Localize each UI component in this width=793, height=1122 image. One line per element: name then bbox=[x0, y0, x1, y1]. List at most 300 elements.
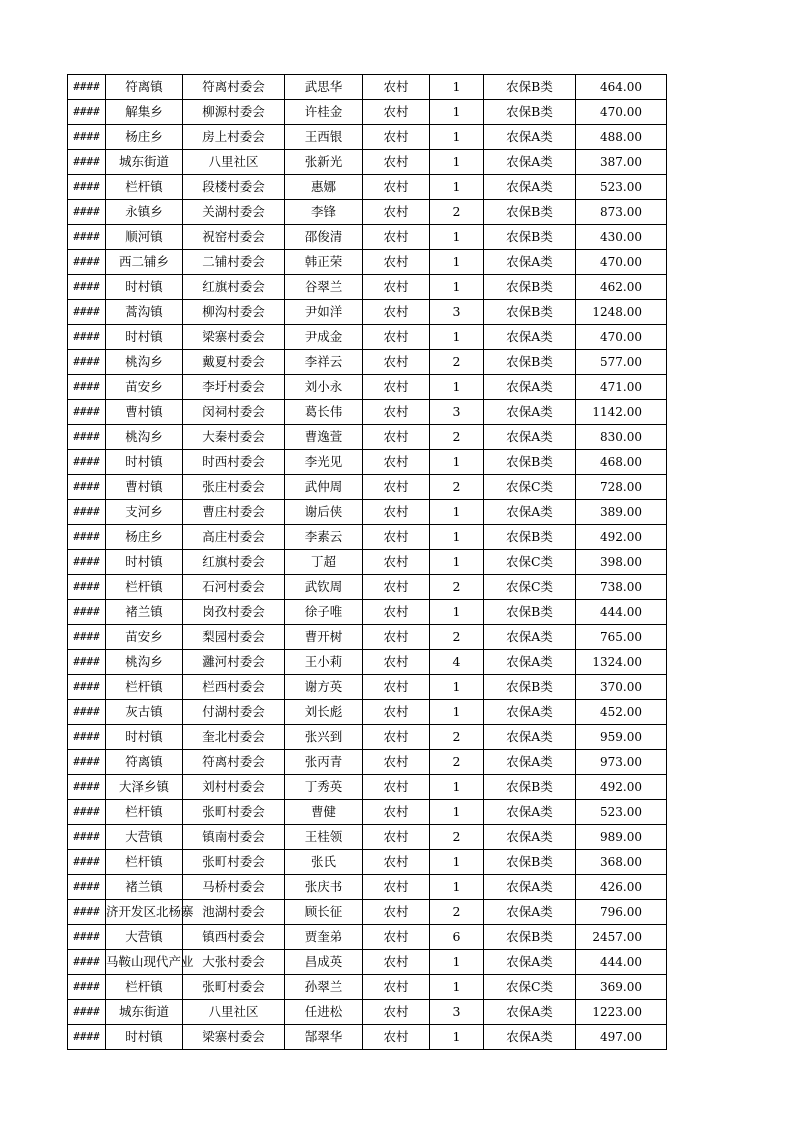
household-count-cell: 1 bbox=[430, 950, 484, 975]
amount-cell: 430.00 bbox=[576, 225, 667, 250]
insurance-category-cell: 农保C类 bbox=[484, 975, 576, 1000]
household-count-cell: 1 bbox=[430, 150, 484, 175]
area-type-cell: 农村 bbox=[363, 75, 430, 100]
household-count-cell: 1 bbox=[430, 975, 484, 1000]
row-id-cell: #### bbox=[68, 200, 106, 225]
household-count-cell: 6 bbox=[430, 925, 484, 950]
village-cell: 张庄村委会 bbox=[183, 475, 285, 500]
amount-cell: 738.00 bbox=[576, 575, 667, 600]
insurance-category-cell: 农保B类 bbox=[484, 350, 576, 375]
row-id-cell: #### bbox=[68, 250, 106, 275]
area-type-cell: 农村 bbox=[363, 100, 430, 125]
village-cell: 八里社区 bbox=[183, 150, 285, 175]
table-row bbox=[68, 700, 667, 725]
village-cell: 段楼村委会 bbox=[183, 175, 285, 200]
row-id-cell: #### bbox=[68, 700, 106, 725]
household-count-cell: 1 bbox=[430, 550, 484, 575]
name-cell: 任进松 bbox=[285, 1000, 363, 1025]
name-cell: 郜翠华 bbox=[285, 1025, 363, 1050]
insurance-category-cell: 农保A类 bbox=[484, 500, 576, 525]
town-cell: 时村镇 bbox=[106, 1025, 183, 1050]
amount-cell: 959.00 bbox=[576, 725, 667, 750]
row-id-cell: #### bbox=[68, 150, 106, 175]
amount-cell: 464.00 bbox=[576, 75, 667, 100]
household-count-cell: 1 bbox=[430, 225, 484, 250]
town-cell: 栏杆镇 bbox=[106, 850, 183, 875]
name-cell: 葛长伟 bbox=[285, 400, 363, 425]
amount-cell: 492.00 bbox=[576, 525, 667, 550]
town-cell: 曹村镇 bbox=[106, 475, 183, 500]
village-cell: 符离村委会 bbox=[183, 75, 285, 100]
area-type-cell: 农村 bbox=[363, 1000, 430, 1025]
area-type-cell: 农村 bbox=[363, 150, 430, 175]
insurance-category-cell: 农保A类 bbox=[484, 250, 576, 275]
village-cell: 柳源村委会 bbox=[183, 100, 285, 125]
row-id-cell: #### bbox=[68, 225, 106, 250]
amount-cell: 468.00 bbox=[576, 450, 667, 475]
table-body bbox=[68, 75, 667, 1050]
table-row bbox=[68, 1025, 667, 1050]
amount-cell: 1324.00 bbox=[576, 650, 667, 675]
town-cell: 西二铺乡 bbox=[106, 250, 183, 275]
household-count-cell: 2 bbox=[430, 750, 484, 775]
village-cell: 刘村村委会 bbox=[183, 775, 285, 800]
amount-cell: 523.00 bbox=[576, 175, 667, 200]
amount-cell: 873.00 bbox=[576, 200, 667, 225]
row-id-cell: #### bbox=[68, 800, 106, 825]
insurance-category-cell: 农保A类 bbox=[484, 700, 576, 725]
household-count-cell: 1 bbox=[430, 275, 484, 300]
insurance-category-cell: 农保A类 bbox=[484, 650, 576, 675]
amount-cell: 497.00 bbox=[576, 1025, 667, 1050]
household-count-cell: 3 bbox=[430, 300, 484, 325]
table-row bbox=[68, 575, 667, 600]
town-cell: 时村镇 bbox=[106, 325, 183, 350]
row-id-cell: #### bbox=[68, 275, 106, 300]
area-type-cell: 农村 bbox=[363, 525, 430, 550]
town-cell: 栏杆镇 bbox=[106, 175, 183, 200]
name-cell: 徐子唯 bbox=[285, 600, 363, 625]
row-id-cell: #### bbox=[68, 625, 106, 650]
amount-cell: 470.00 bbox=[576, 325, 667, 350]
village-cell: 房上村委会 bbox=[183, 125, 285, 150]
town-cell: 济开发区北杨寨 bbox=[106, 900, 183, 925]
town-cell: 大营镇 bbox=[106, 925, 183, 950]
town-cell: 栏杆镇 bbox=[106, 575, 183, 600]
table-row bbox=[68, 400, 667, 425]
table-row bbox=[68, 250, 667, 275]
name-cell: 谢后侠 bbox=[285, 500, 363, 525]
amount-cell: 368.00 bbox=[576, 850, 667, 875]
household-count-cell: 1 bbox=[430, 75, 484, 100]
insurance-category-cell: 农保B类 bbox=[484, 100, 576, 125]
village-cell: 张町村委会 bbox=[183, 975, 285, 1000]
data-table bbox=[67, 74, 667, 1050]
town-cell: 杨庄乡 bbox=[106, 525, 183, 550]
row-id-cell: #### bbox=[68, 125, 106, 150]
table-row bbox=[68, 475, 667, 500]
village-cell: 马桥村委会 bbox=[183, 875, 285, 900]
town-cell: 时村镇 bbox=[106, 275, 183, 300]
town-cell: 时村镇 bbox=[106, 550, 183, 575]
area-type-cell: 农村 bbox=[363, 550, 430, 575]
amount-cell: 577.00 bbox=[576, 350, 667, 375]
village-cell: 红旗村委会 bbox=[183, 550, 285, 575]
town-cell: 桃沟乡 bbox=[106, 350, 183, 375]
name-cell: 张氏 bbox=[285, 850, 363, 875]
name-cell: 曹健 bbox=[285, 800, 363, 825]
insurance-category-cell: 农保C类 bbox=[484, 575, 576, 600]
area-type-cell: 农村 bbox=[363, 900, 430, 925]
village-cell: 灉河村委会 bbox=[183, 650, 285, 675]
town-cell: 栏杆镇 bbox=[106, 975, 183, 1000]
area-type-cell: 农村 bbox=[363, 175, 430, 200]
table-row bbox=[68, 975, 667, 1000]
amount-cell: 389.00 bbox=[576, 500, 667, 525]
name-cell: 王小莉 bbox=[285, 650, 363, 675]
table-row bbox=[68, 600, 667, 625]
village-cell: 二铺村委会 bbox=[183, 250, 285, 275]
area-type-cell: 农村 bbox=[363, 200, 430, 225]
row-id-cell: #### bbox=[68, 850, 106, 875]
area-type-cell: 农村 bbox=[363, 625, 430, 650]
name-cell: 李祥云 bbox=[285, 350, 363, 375]
insurance-category-cell: 农保A类 bbox=[484, 825, 576, 850]
village-cell: 时西村委会 bbox=[183, 450, 285, 475]
amount-cell: 471.00 bbox=[576, 375, 667, 400]
row-id-cell: #### bbox=[68, 450, 106, 475]
amount-cell: 1142.00 bbox=[576, 400, 667, 425]
name-cell: 张新光 bbox=[285, 150, 363, 175]
insurance-category-cell: 农保A类 bbox=[484, 725, 576, 750]
village-cell: 梁寨村委会 bbox=[183, 325, 285, 350]
town-cell: 灰古镇 bbox=[106, 700, 183, 725]
town-cell: 解集乡 bbox=[106, 100, 183, 125]
insurance-category-cell: 农保A类 bbox=[484, 375, 576, 400]
insurance-category-cell: 农保B类 bbox=[484, 775, 576, 800]
village-cell: 付湖村委会 bbox=[183, 700, 285, 725]
table-row bbox=[68, 425, 667, 450]
insurance-category-cell: 农保A类 bbox=[484, 875, 576, 900]
town-cell: 符离镇 bbox=[106, 75, 183, 100]
household-count-cell: 2 bbox=[430, 475, 484, 500]
village-cell: 八里社区 bbox=[183, 1000, 285, 1025]
town-cell: 栏杆镇 bbox=[106, 675, 183, 700]
amount-cell: 452.00 bbox=[576, 700, 667, 725]
insurance-category-cell: 农保A类 bbox=[484, 750, 576, 775]
area-type-cell: 农村 bbox=[363, 300, 430, 325]
table-row bbox=[68, 375, 667, 400]
insurance-category-cell: 农保A类 bbox=[484, 900, 576, 925]
area-type-cell: 农村 bbox=[363, 650, 430, 675]
household-count-cell: 1 bbox=[430, 850, 484, 875]
table-row bbox=[68, 275, 667, 300]
amount-cell: 2457.00 bbox=[576, 925, 667, 950]
table-row bbox=[68, 125, 667, 150]
table-row bbox=[68, 225, 667, 250]
amount-cell: 1223.00 bbox=[576, 1000, 667, 1025]
town-cell: 永镇乡 bbox=[106, 200, 183, 225]
name-cell: 李锋 bbox=[285, 200, 363, 225]
area-type-cell: 农村 bbox=[363, 275, 430, 300]
table-row bbox=[68, 800, 667, 825]
area-type-cell: 农村 bbox=[363, 850, 430, 875]
town-cell: 符离镇 bbox=[106, 750, 183, 775]
household-count-cell: 1 bbox=[430, 325, 484, 350]
row-id-cell: #### bbox=[68, 425, 106, 450]
village-cell: 高庄村委会 bbox=[183, 525, 285, 550]
amount-cell: 728.00 bbox=[576, 475, 667, 500]
insurance-category-cell: 农保B类 bbox=[484, 200, 576, 225]
village-cell: 梁寨村委会 bbox=[183, 1025, 285, 1050]
row-id-cell: #### bbox=[68, 875, 106, 900]
village-cell: 祝窑村委会 bbox=[183, 225, 285, 250]
area-type-cell: 农村 bbox=[363, 250, 430, 275]
table-row bbox=[68, 525, 667, 550]
insurance-category-cell: 农保B类 bbox=[484, 75, 576, 100]
household-count-cell: 1 bbox=[430, 250, 484, 275]
insurance-category-cell: 农保A类 bbox=[484, 125, 576, 150]
table-row bbox=[68, 750, 667, 775]
amount-cell: 523.00 bbox=[576, 800, 667, 825]
name-cell: 丁秀英 bbox=[285, 775, 363, 800]
village-cell: 梨园村委会 bbox=[183, 625, 285, 650]
amount-cell: 765.00 bbox=[576, 625, 667, 650]
household-count-cell: 2 bbox=[430, 625, 484, 650]
town-cell: 杨庄乡 bbox=[106, 125, 183, 150]
area-type-cell: 农村 bbox=[363, 425, 430, 450]
village-cell: 柳沟村委会 bbox=[183, 300, 285, 325]
table-row bbox=[68, 300, 667, 325]
household-count-cell: 1 bbox=[430, 775, 484, 800]
area-type-cell: 农村 bbox=[363, 125, 430, 150]
name-cell: 张庆书 bbox=[285, 875, 363, 900]
household-count-cell: 1 bbox=[430, 100, 484, 125]
name-cell: 王西银 bbox=[285, 125, 363, 150]
row-id-cell: #### bbox=[68, 550, 106, 575]
town-cell: 苗安乡 bbox=[106, 625, 183, 650]
name-cell: 丁超 bbox=[285, 550, 363, 575]
town-cell: 顺河镇 bbox=[106, 225, 183, 250]
name-cell: 刘长彪 bbox=[285, 700, 363, 725]
name-cell: 武钦周 bbox=[285, 575, 363, 600]
insurance-category-cell: 农保A类 bbox=[484, 175, 576, 200]
insurance-category-cell: 农保A类 bbox=[484, 325, 576, 350]
village-cell: 大张村委会 bbox=[183, 950, 285, 975]
area-type-cell: 农村 bbox=[363, 675, 430, 700]
insurance-category-cell: 农保B类 bbox=[484, 675, 576, 700]
row-id-cell: #### bbox=[68, 725, 106, 750]
town-cell: 褚兰镇 bbox=[106, 600, 183, 625]
town-cell: 时村镇 bbox=[106, 450, 183, 475]
area-type-cell: 农村 bbox=[363, 950, 430, 975]
table-row bbox=[68, 150, 667, 175]
area-type-cell: 农村 bbox=[363, 725, 430, 750]
row-id-cell: #### bbox=[68, 1000, 106, 1025]
table-row bbox=[68, 825, 667, 850]
area-type-cell: 农村 bbox=[363, 750, 430, 775]
row-id-cell: #### bbox=[68, 325, 106, 350]
area-type-cell: 农村 bbox=[363, 325, 430, 350]
row-id-cell: #### bbox=[68, 475, 106, 500]
name-cell: 尹成金 bbox=[285, 325, 363, 350]
insurance-category-cell: 农保A类 bbox=[484, 400, 576, 425]
area-type-cell: 农村 bbox=[363, 225, 430, 250]
amount-cell: 444.00 bbox=[576, 600, 667, 625]
household-count-cell: 1 bbox=[430, 125, 484, 150]
name-cell: 谷翠兰 bbox=[285, 275, 363, 300]
table-row bbox=[68, 75, 667, 100]
row-id-cell: #### bbox=[68, 75, 106, 100]
table-row bbox=[68, 650, 667, 675]
insurance-category-cell: 农保A类 bbox=[484, 625, 576, 650]
row-id-cell: #### bbox=[68, 650, 106, 675]
household-count-cell: 2 bbox=[430, 425, 484, 450]
household-count-cell: 1 bbox=[430, 450, 484, 475]
household-count-cell: 1 bbox=[430, 675, 484, 700]
area-type-cell: 农村 bbox=[363, 375, 430, 400]
amount-cell: 426.00 bbox=[576, 875, 667, 900]
area-type-cell: 农村 bbox=[363, 775, 430, 800]
household-count-cell: 1 bbox=[430, 375, 484, 400]
amount-cell: 1248.00 bbox=[576, 300, 667, 325]
table-row bbox=[68, 725, 667, 750]
name-cell: 刘小永 bbox=[285, 375, 363, 400]
name-cell: 张丙青 bbox=[285, 750, 363, 775]
village-cell: 池湖村委会 bbox=[183, 900, 285, 925]
household-count-cell: 1 bbox=[430, 500, 484, 525]
village-cell: 岗孜村委会 bbox=[183, 600, 285, 625]
insurance-category-cell: 农保A类 bbox=[484, 425, 576, 450]
village-cell: 红旗村委会 bbox=[183, 275, 285, 300]
area-type-cell: 农村 bbox=[363, 1025, 430, 1050]
table-row bbox=[68, 850, 667, 875]
amount-cell: 488.00 bbox=[576, 125, 667, 150]
amount-cell: 492.00 bbox=[576, 775, 667, 800]
row-id-cell: #### bbox=[68, 825, 106, 850]
village-cell: 奎北村委会 bbox=[183, 725, 285, 750]
name-cell: 王桂领 bbox=[285, 825, 363, 850]
name-cell: 昌成英 bbox=[285, 950, 363, 975]
row-id-cell: #### bbox=[68, 975, 106, 1000]
row-id-cell: #### bbox=[68, 175, 106, 200]
name-cell: 韩正荣 bbox=[285, 250, 363, 275]
town-cell: 大泽乡镇 bbox=[106, 775, 183, 800]
household-count-cell: 1 bbox=[430, 600, 484, 625]
insurance-category-cell: 农保B类 bbox=[484, 450, 576, 475]
village-cell: 戴夏村委会 bbox=[183, 350, 285, 375]
table-row bbox=[68, 950, 667, 975]
amount-cell: 369.00 bbox=[576, 975, 667, 1000]
household-count-cell: 2 bbox=[430, 725, 484, 750]
table-row bbox=[68, 175, 667, 200]
household-count-cell: 2 bbox=[430, 575, 484, 600]
name-cell: 武仲周 bbox=[285, 475, 363, 500]
area-type-cell: 农村 bbox=[363, 400, 430, 425]
name-cell: 尹如洋 bbox=[285, 300, 363, 325]
town-cell: 大营镇 bbox=[106, 825, 183, 850]
village-cell: 大秦村委会 bbox=[183, 425, 285, 450]
row-id-cell: #### bbox=[68, 675, 106, 700]
amount-cell: 470.00 bbox=[576, 100, 667, 125]
table-row bbox=[68, 675, 667, 700]
row-id-cell: #### bbox=[68, 300, 106, 325]
village-cell: 关湖村委会 bbox=[183, 200, 285, 225]
village-cell: 曹庄村委会 bbox=[183, 500, 285, 525]
row-id-cell: #### bbox=[68, 925, 106, 950]
table-row bbox=[68, 900, 667, 925]
table-row bbox=[68, 875, 667, 900]
row-id-cell: #### bbox=[68, 575, 106, 600]
household-count-cell: 2 bbox=[430, 825, 484, 850]
area-type-cell: 农村 bbox=[363, 575, 430, 600]
row-id-cell: #### bbox=[68, 350, 106, 375]
table-row bbox=[68, 625, 667, 650]
row-id-cell: #### bbox=[68, 100, 106, 125]
village-cell: 镇南村委会 bbox=[183, 825, 285, 850]
household-count-cell: 2 bbox=[430, 900, 484, 925]
town-cell: 马鞍山现代产业 bbox=[106, 950, 183, 975]
town-cell: 城东街道 bbox=[106, 1000, 183, 1025]
name-cell: 李光见 bbox=[285, 450, 363, 475]
name-cell: 武思华 bbox=[285, 75, 363, 100]
table-row bbox=[68, 350, 667, 375]
name-cell: 李素云 bbox=[285, 525, 363, 550]
area-type-cell: 农村 bbox=[363, 875, 430, 900]
area-type-cell: 农村 bbox=[363, 925, 430, 950]
area-type-cell: 农村 bbox=[363, 700, 430, 725]
amount-cell: 989.00 bbox=[576, 825, 667, 850]
village-cell: 栏西村委会 bbox=[183, 675, 285, 700]
insurance-category-cell: 农保B类 bbox=[484, 275, 576, 300]
insurance-category-cell: 农保C类 bbox=[484, 475, 576, 500]
town-cell: 栏杆镇 bbox=[106, 800, 183, 825]
household-count-cell: 2 bbox=[430, 200, 484, 225]
area-type-cell: 农村 bbox=[363, 600, 430, 625]
amount-cell: 830.00 bbox=[576, 425, 667, 450]
town-cell: 桃沟乡 bbox=[106, 425, 183, 450]
insurance-category-cell: 农保B类 bbox=[484, 925, 576, 950]
row-id-cell: #### bbox=[68, 950, 106, 975]
amount-cell: 796.00 bbox=[576, 900, 667, 925]
row-id-cell: #### bbox=[68, 600, 106, 625]
village-cell: 张町村委会 bbox=[183, 850, 285, 875]
amount-cell: 470.00 bbox=[576, 250, 667, 275]
table-row bbox=[68, 550, 667, 575]
insurance-category-cell: 农保B类 bbox=[484, 600, 576, 625]
household-count-cell: 1 bbox=[430, 525, 484, 550]
amount-cell: 973.00 bbox=[576, 750, 667, 775]
area-type-cell: 农村 bbox=[363, 800, 430, 825]
household-count-cell: 4 bbox=[430, 650, 484, 675]
row-id-cell: #### bbox=[68, 400, 106, 425]
amount-cell: 462.00 bbox=[576, 275, 667, 300]
area-type-cell: 农村 bbox=[363, 975, 430, 1000]
insurance-category-cell: 农保B类 bbox=[484, 850, 576, 875]
area-type-cell: 农村 bbox=[363, 825, 430, 850]
insurance-category-cell: 农保B类 bbox=[484, 225, 576, 250]
household-count-cell: 1 bbox=[430, 175, 484, 200]
area-type-cell: 农村 bbox=[363, 475, 430, 500]
insurance-category-cell: 农保C类 bbox=[484, 550, 576, 575]
name-cell: 孙翠兰 bbox=[285, 975, 363, 1000]
village-cell: 镇西村委会 bbox=[183, 925, 285, 950]
insurance-category-cell: 农保A类 bbox=[484, 150, 576, 175]
table-row bbox=[68, 100, 667, 125]
row-id-cell: #### bbox=[68, 500, 106, 525]
town-cell: 苗安乡 bbox=[106, 375, 183, 400]
table-row bbox=[68, 775, 667, 800]
